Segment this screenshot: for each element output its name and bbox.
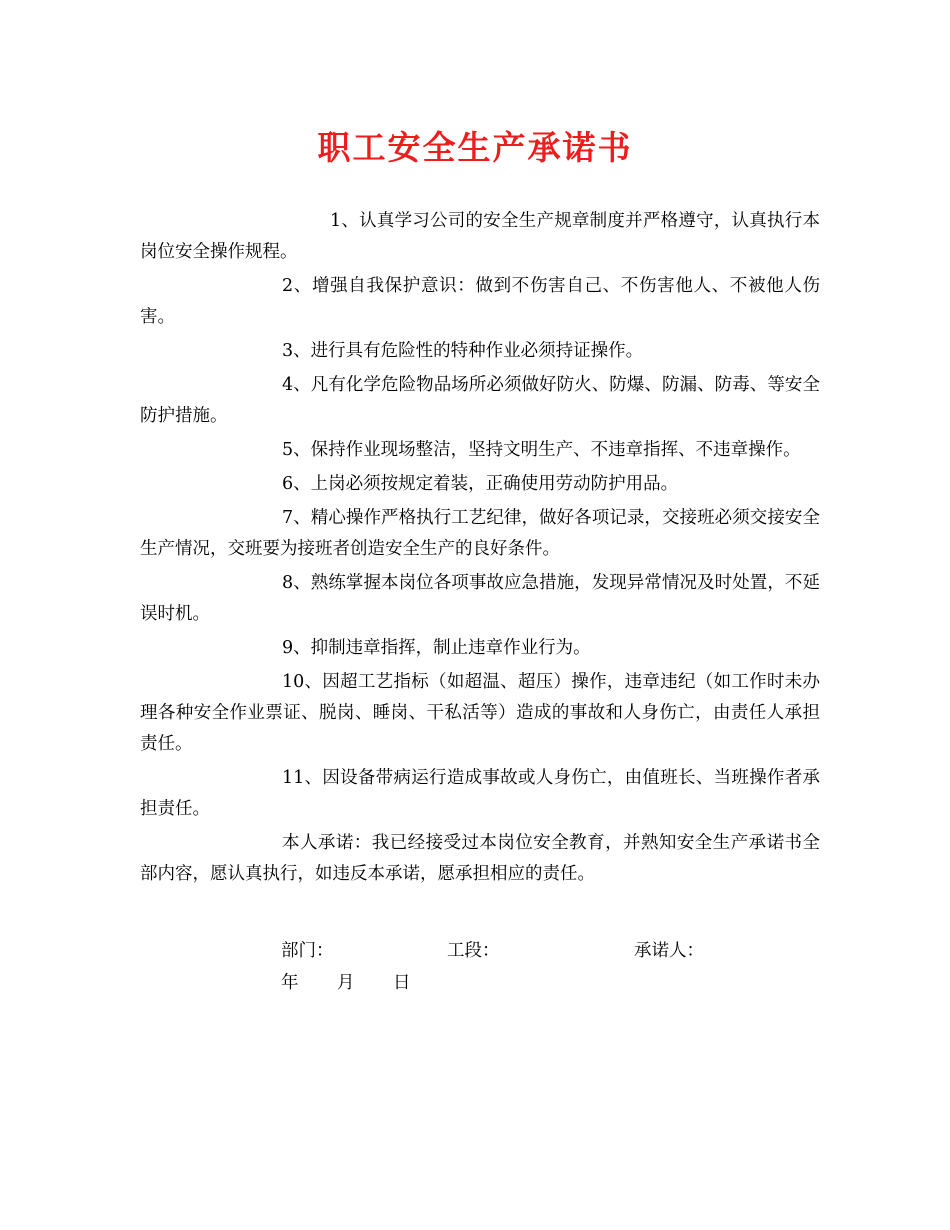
promiser-label: 承诺人： [634, 941, 704, 961]
clause-6: 6、上岗必须按规定着装，正确使用劳动防护用品。 [282, 474, 679, 494]
clause-5: 5、保持作业现场整洁，坚持文明生产、不违章指挥、不违章操作。 [282, 440, 801, 460]
clause-11: 11、因设备带病运行造成事故或人身伤亡，由值班长、当班操作者承担责任。 [140, 768, 820, 819]
section-label: 工段： [447, 941, 500, 961]
document-body [140, 206, 820, 893]
clause-2: 2、增强自我保护意识：做到不伤害自己、不伤害他人、不被他人伤害。 [140, 276, 820, 327]
clause-4: 4、凡有化学危险物品场所必须做好防火、防爆、防漏、防毒、等安全防护措施。 [140, 375, 820, 426]
clause-8: 8、熟练掌握本岗位各项事故应急措施，发现异常情况及时处置，不延误时机。 [140, 573, 820, 624]
clause-7: 7、精心操作严格执行工艺纪律，做好各项记录，交接班必须交接安全生产情况，交班要为接班者创造安全生产的良好条件。 [140, 508, 820, 559]
date-day-label: 日 [393, 973, 411, 993]
date-month-label: 月 [337, 973, 355, 993]
clause-9: 9、抑制违章指挥，制止违章作业行为。 [282, 638, 591, 658]
clause-10: 10、因超工艺指标（如超温、超压）操作，违章违纪（如工作时未办理各种安全作业票证、脱岗、睡岗、干私活等）造成的事故和人身伤亡，由责任人承担责任。 [140, 672, 820, 754]
document-title: 职工安全生产承诺书 [317, 128, 633, 167]
date-year-label: 年 [281, 973, 299, 993]
clause-1: 1、认真学习公司的安全生产规章制度并严格遵守，认真执行本岗位安全操作规程。 [140, 211, 820, 262]
clause-3: 3、进行具有危险性的特种作业必须持证操作。 [282, 341, 644, 361]
personal-pledge: 本人承诺：我已经接受过本岗位安全教育，并熟知安全生产承诺书全部内容，愿认真执行，如违反本承诺，愿承担相应的责任。 [140, 833, 820, 884]
department-label: 部门： [281, 941, 334, 961]
